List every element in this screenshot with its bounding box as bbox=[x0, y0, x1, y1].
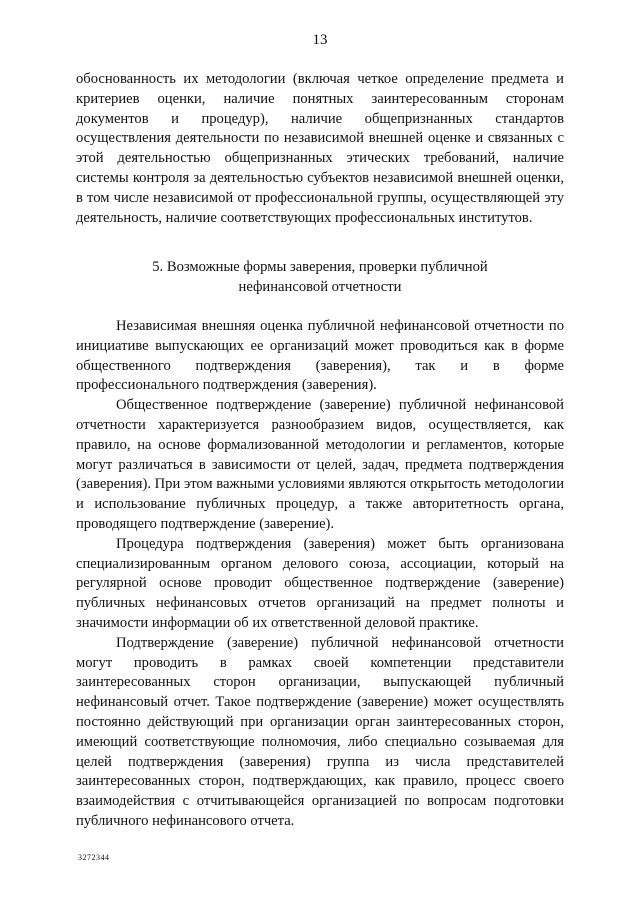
paragraph-stakeholder-confirmation: Подтверждение (заверение) публичной нефинансовой отчетности могут проводить в рамках своей компетенции представители заинтересованных сторон организации, выпускающей публичный нефинансовый отчет. Такое подтверждение (заверение) может осуществлять постоянно действующий при организации орган заинтересованных сторон, имеющий соответствующие полномочия, либо специально созываемая для целей подтверждения (заверения) группа из числа представителей заинтересованных сторон, подтверждающих, как правило, процесс своего взаимодействия с отчитывающейся организацией по вопросам подготовки публичного нефинансового отчета. bbox=[76, 634, 564, 829]
section-body bbox=[76, 317, 564, 832]
section-heading-line-2: нефинансовой отчетности bbox=[238, 278, 402, 295]
paragraph-independent-assessment: Независимая внешняя оценка публичной нефинансовой отчетности по инициативе выпускающих ее организаций может проводиться как в форме общественного подтверждения (заверения), так и в форме профессионального подтверждения (заверения). bbox=[76, 318, 564, 394]
paragraph-confirmation-procedure: Процедура подтверждения (заверения) может быть организована специализированным органом делового союза, ассоциации, который на регулярной основе проводит общественное подтверждение (заверение) публичных нефинансовых отчетов организаций на предмет полноты и значимости информации об их ответственной деловой практике. bbox=[76, 535, 564, 631]
document-id: 3272344 bbox=[78, 853, 110, 862]
section-heading-line-1: 5. Возможные формы заверения, проверки публичной bbox=[152, 259, 488, 275]
intro-text-block bbox=[76, 70, 564, 228]
paragraph-public-confirmation: Общественное подтверждение (заверение) публичной нефинансовой отчетности характеризуется разнообразием видов, осуществляется, как правило, на основе формализованной методологии и регламентов, которые могут различаться в зависимости от целей, задач, предмета подтверждения (заверения). При этом важными условиями являются открытость методологии и использование публичных процедур, а также авторитетность органа, проводящего подтверждение (заверение). bbox=[76, 397, 564, 532]
intro-paragraph: обоснованность их методологии (включая четкое определение предмета и критериев оценки, наличие понятных заинтересованным сторонам документов и процедур), наличие общепризнанных стандартов осуществления деятельности по независимой внешней оценке и связанных с этой деятельностью общепризнанных этических требований, наличие системы контроля за деятельностью субъектов независимой внешней оценки, в том числе независимой от профессиональной группы, осуществляющей эту деятельность, наличие соответствующих профессиональных институтов. bbox=[76, 71, 564, 226]
section-heading bbox=[76, 258, 564, 298]
page-number: 13 bbox=[312, 32, 328, 48]
